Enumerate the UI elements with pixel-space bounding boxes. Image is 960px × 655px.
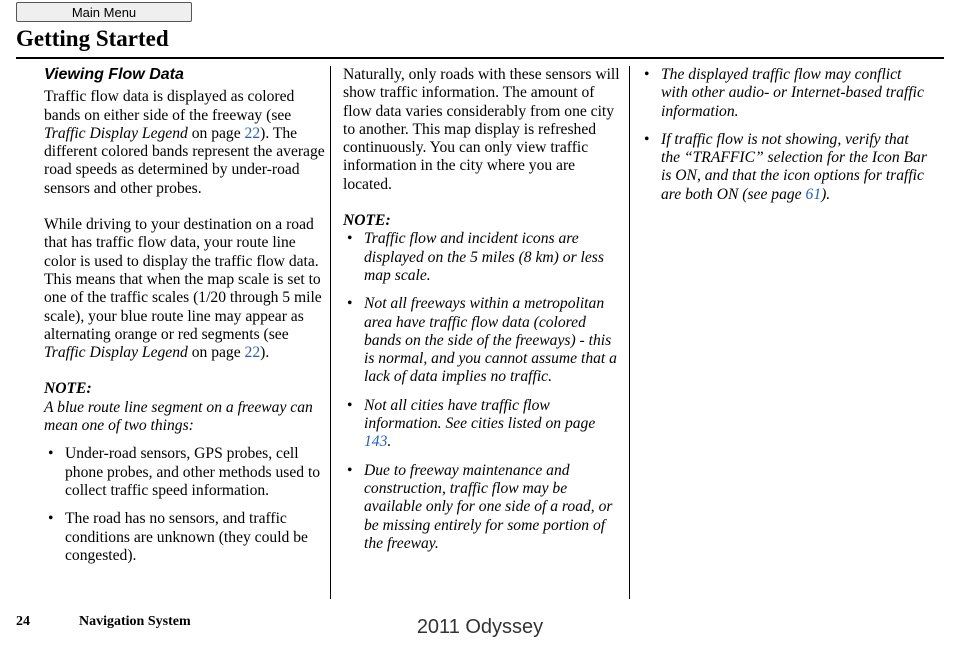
note-bullet-list xyxy=(343,230,621,553)
page-link-61[interactable]: 61 xyxy=(805,185,822,203)
column-3 xyxy=(640,66,930,214)
list-item: • Not all cities have traffic flow information. See cities listed on page 143. xyxy=(343,397,621,452)
note-bullet-list xyxy=(640,66,930,204)
paragraph-1: Traffic flow data is displayed as colored bands on either side of the freeway (see Traffic Display Legend on page 22). The different colored bands represent the average road speeds as determined by under-road sensors and other probes. xyxy=(44,88,325,197)
column-1 xyxy=(44,66,326,575)
page-number: 24 xyxy=(16,614,30,629)
section-heading: Viewing Flow Data xyxy=(44,66,184,83)
page-link-143[interactable]: 143 xyxy=(364,433,388,451)
column-divider xyxy=(629,66,630,599)
paragraph-3: Naturally, only roads with these sensors will show traffic information. The amount of flow data varies considerably from one city to another. This map display is refreshed continuously. You can only view traffic information in the city where you are located. xyxy=(343,66,620,193)
legend-reference: Traffic Display Legend xyxy=(44,124,188,142)
page-link-22[interactable]: 22 xyxy=(244,344,261,362)
note-label: NOTE: xyxy=(44,380,92,398)
list-item: • Under-road sensors, GPS probes, cell phone probes, and other methods used to collect traffic speed information. xyxy=(44,445,326,500)
list-item: • If traffic flow is not showing, verify that the “TRAFFIC” selection for the Icon Bar is ON, and that the icon options for traffic are both ON (see page 61). xyxy=(640,131,930,204)
note-text: A blue route line segment on a freeway can mean one of two things: xyxy=(44,398,313,435)
column-2 xyxy=(343,66,621,563)
list-item: • Traffic flow and incident icons are displayed on the 5 miles (8 km) or less map scale. xyxy=(343,230,621,285)
footer-section-label: Navigation System xyxy=(79,614,191,629)
note-label: NOTE: xyxy=(343,212,391,230)
list-item: • The displayed traffic flow may conflict with other audio- or Internet-based traffic information. xyxy=(640,66,930,121)
title-divider xyxy=(16,57,944,59)
page-title: Getting Started xyxy=(16,26,169,51)
column-divider xyxy=(330,66,331,599)
paragraph-2: While driving to your destination on a road that has traffic flow data, your route line color is used to display the traffic flow data. This means that when the map scale is set to one of the traffic scales (1/20 through 5 mile scale), your blue route line may appear as alternating orange or red segments (see Traffic Display Legend on page 22). xyxy=(44,216,322,362)
list-item: • Not all freeways within a metropolitan area have traffic flow data (colored bands on the side of the freeways) - this is normal, and you cannot assume that a lack of data implies no traffic. xyxy=(343,295,621,386)
page-link-22[interactable]: 22 xyxy=(244,124,261,142)
note-bullet-list xyxy=(44,445,326,565)
legend-reference: Traffic Display Legend xyxy=(44,344,188,362)
main-menu-button[interactable]: Main Menu xyxy=(16,2,192,22)
list-item: • The road has no sensors, and traffic conditions are unknown (they could be congested). xyxy=(44,510,326,565)
list-item: • Due to freeway maintenance and construction, traffic flow may be available only for one side of a road, or be missing entirely for some portion of the freeway. xyxy=(343,462,621,553)
watermark: 2011 Odyssey xyxy=(416,616,544,638)
